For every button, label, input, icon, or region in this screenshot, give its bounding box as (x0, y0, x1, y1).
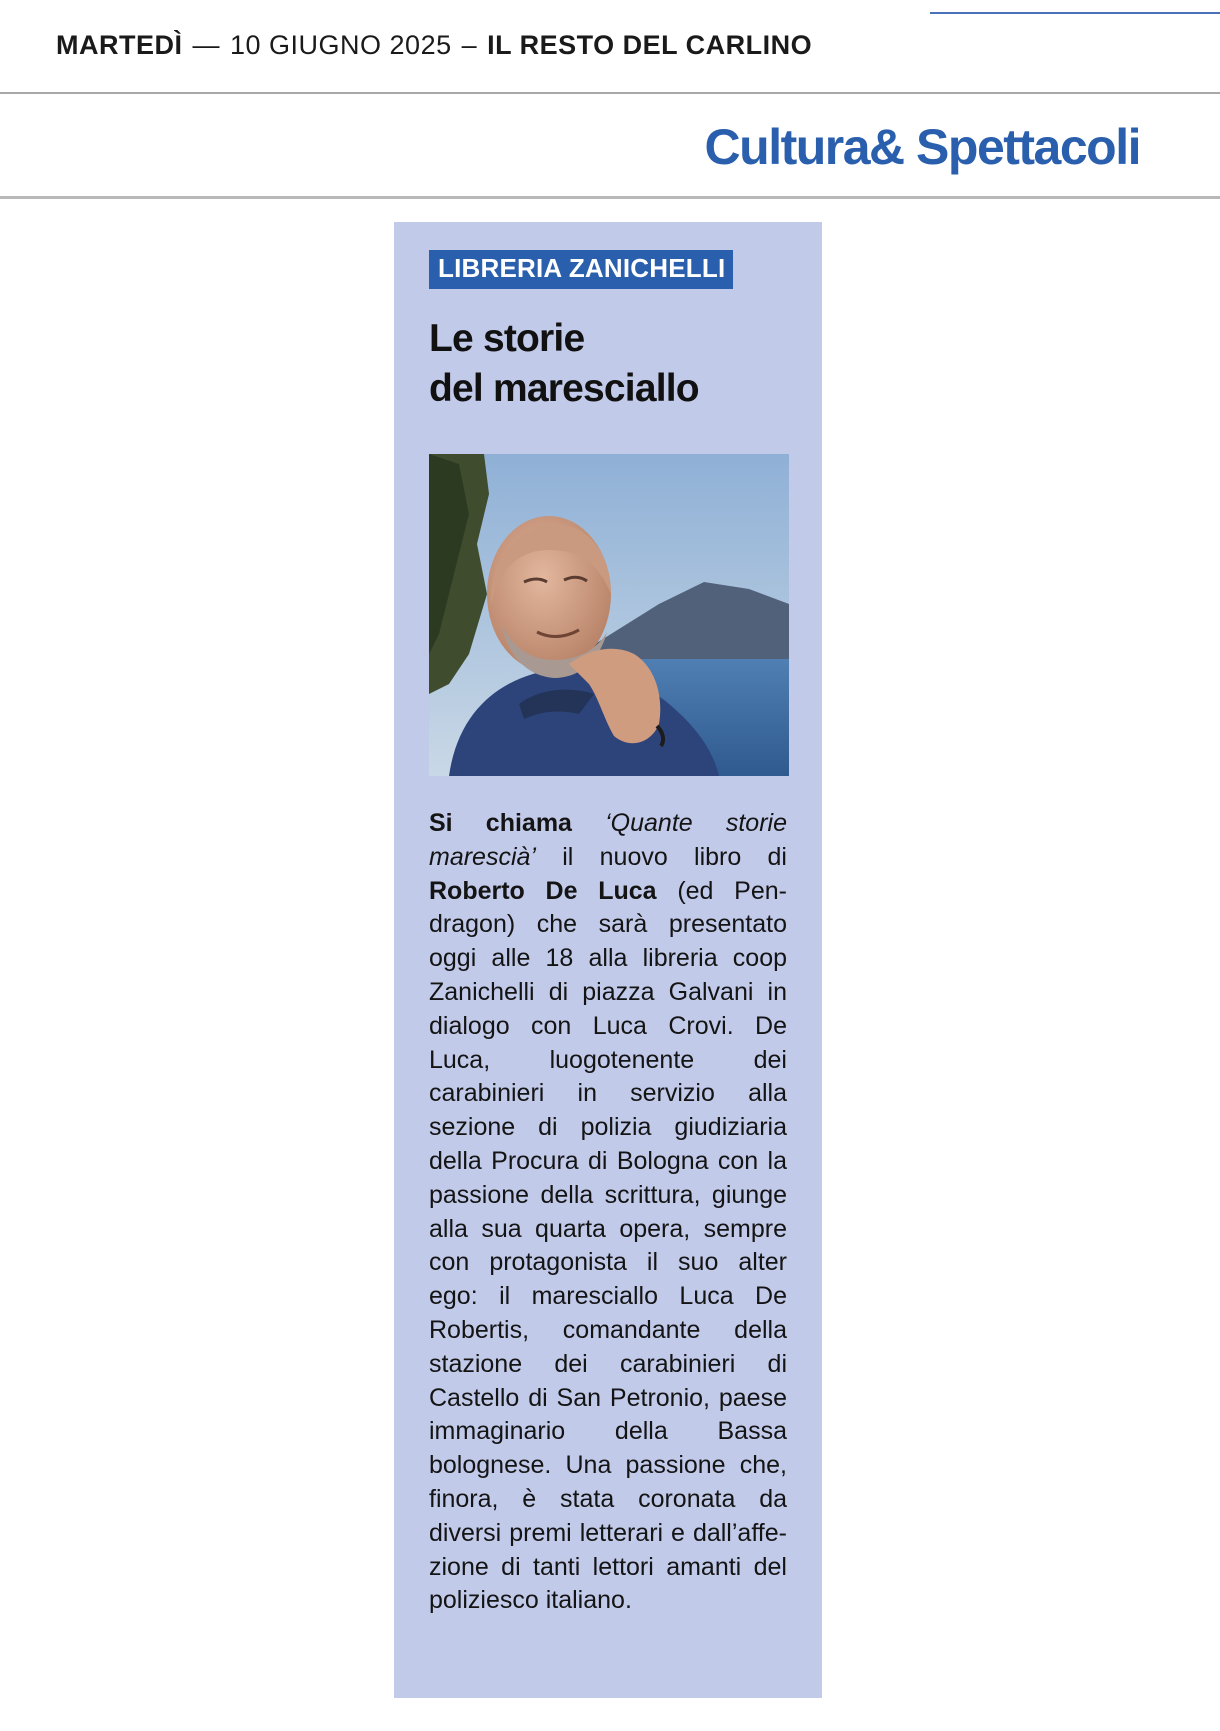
body-lead: Si chiama (429, 809, 572, 837)
author-name: Roberto De Luca (429, 876, 657, 905)
body-text-2: (ed Pendragon) che sarà presentato oggi alle 18 alla libreria coop Zanichelli di piazza Galvani in dialogo con Luca Crovi. De Luca, luogotenente dei carabinieri in servizio alla sezione di polizia giudiziaria della Procura di Bologna con la passione della scrittura, giunge alla sua quarta opera, sempre con protagonista il suo alter ego: il maresciallo Luca De Robertis, comandante della stazione dei carabinieri di Castello di San Petronio, paese immaginario della Bassa bolognese. Una passione che, finora, è stata coronata da diversi premi letterari e dall’affezione di tanti lettori amanti del poliziesco italiano. (429, 876, 787, 1615)
weekday: MARTEDÌ (56, 30, 183, 60)
body-text-1: il nuovo libro di (535, 842, 787, 871)
dateline-separator-2: – (461, 30, 478, 60)
section-title: Cultura& Spettacoli (704, 119, 1140, 175)
dateline (56, 30, 812, 61)
article-box (394, 222, 822, 1698)
date: 10 GIUGNO 2025 (230, 30, 452, 60)
headline-line-2: del maresciallo (429, 367, 699, 410)
author-photo-icon (429, 454, 789, 776)
book-title: ‘Quante storie marescià’ (429, 809, 787, 871)
section-header (0, 94, 1220, 199)
page-header (0, 0, 1220, 94)
dateline-separator-1: — (192, 30, 220, 60)
article-kicker: LIBRERIA ZANICHELLI (429, 250, 733, 289)
newspaper-name: IL RESTO DEL CARLINO (487, 30, 813, 60)
article-body (429, 807, 787, 1618)
author-photo (429, 454, 789, 776)
article-headline (429, 314, 799, 414)
headline-line-1: Le storie (429, 317, 585, 360)
